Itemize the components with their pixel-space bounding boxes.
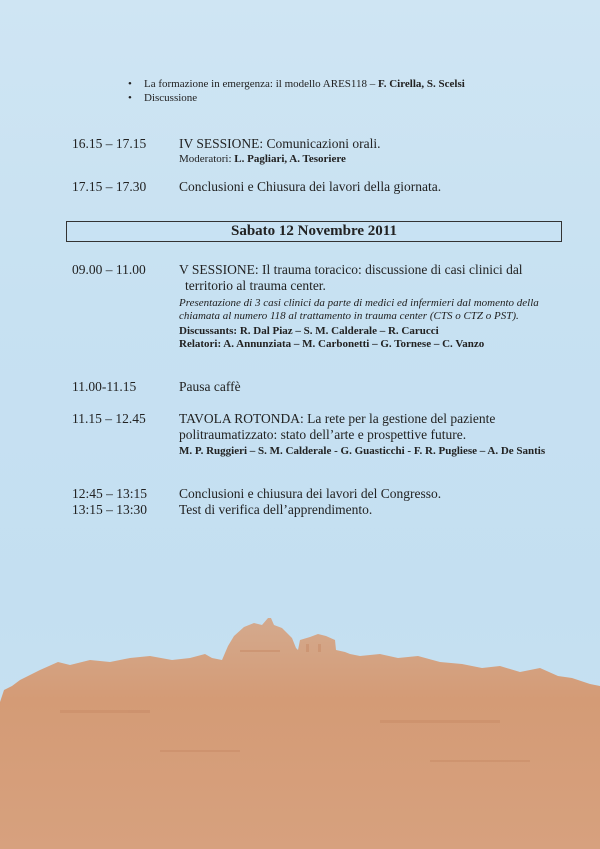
program-page: • La formazione in emergenza: il modello ARES118 – F. Cirella, S. Scelsi • Discussione 16.15 – 17.15 IV SESSIONE: Comunicazioni orali. Moderatori: L. Pagliari, A. Tesoriere 17.15 – 17.30 Conclusioni e Chiusura dei lavori della giornata. Sabato 12 Novembre 2011 09.00 – 11.00 V SESSIONE: Il trauma toracico: discussione di casi clinici dal territorio al trauma center. Presentazione di 3 casi clinici da parte di medici ed infermieri dal momento della chiamata al numero 118 al trattamento in trauma center (CTS o CTZ o PST). Discussants: R. Dal Piaz – S. M. Calderale – R. Carucci Relatori: A. Annunziata – M. Carbonetti – G. Tornese – C. Vanzo 11.00-11.15 Pausa caffè 11.15 – 12.45 TAVOLA ROTONDA: La rete per la gestione del paziente politraumatizzato: stato dell’arte e prospettive future. M. P. Ruggieri – S. M. Calderale - G. Guasticchi - F. R. Pugliese – A. De Santis 12:45 – 13:15 Conclusioni e chiusura dei lavori del Congresso. 13:15 – 13:30 Test di verifica dell’apprendimento. [0, 0, 600, 849]
discussants: Discussants: R. Dal Piaz – S. M. Calderale – R. Carucci [179, 325, 439, 337]
session-title: IV SESSIONE: Comunicazioni orali. [179, 136, 381, 151]
speakers: Relatori: A. Annunziata – M. Carbonetti – G. Tornese – C. Vanzo [179, 338, 485, 350]
day-header: Sabato 12 Novembre 2011 [66, 221, 562, 242]
moderators: L. Pagliari, A. Tesoriere [234, 153, 346, 165]
list-item: • La formazione in emergenza: il modello ARES118 – F. Cirella, S. Scelsi [126, 77, 465, 91]
session-time: 16.15 – 17.15 [72, 136, 147, 151]
session-description: Presentazione di 3 casi clinici da parte di medici ed infermieri dal momento della chiamata al numero 118 al trattamento in trauma center (CTS o CTZ o PST). [179, 297, 539, 322]
session-title: V SESSIONE: Il trauma toracico: discussione di casi clinici dal [179, 262, 523, 277]
list-item: • Discussione [126, 91, 465, 105]
round-table-names: M. P. Ruggieri – S. M. Calderale - G. Guasticchi - F. R. Pugliese – A. De Santis [179, 445, 546, 457]
topic-list [126, 77, 465, 105]
city-skyline-image [0, 610, 600, 849]
round-table-title: TAVOLA ROTONDA: La rete per la gestione del paziente politraumatizzato: stato dell’arte e prospettive future. [179, 411, 496, 442]
